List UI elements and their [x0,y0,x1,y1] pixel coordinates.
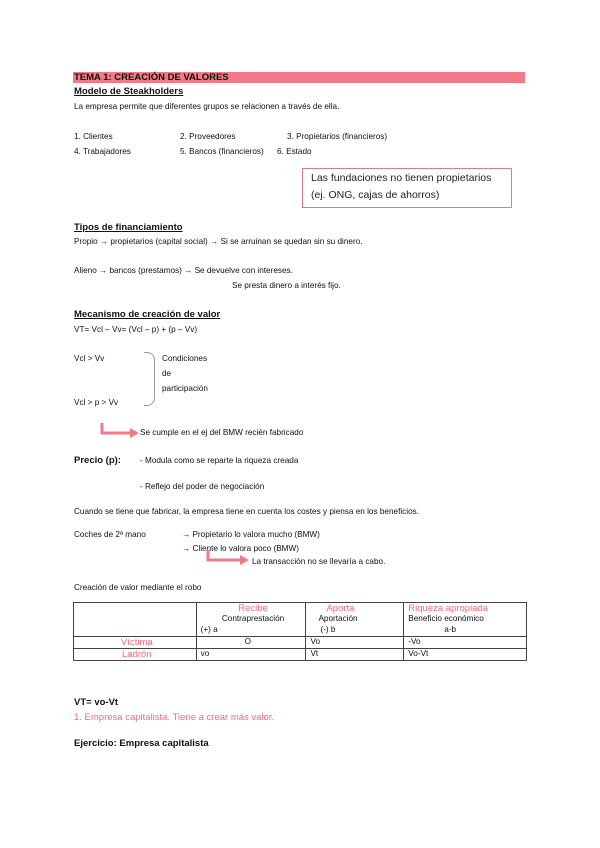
table-header: Recibe [196,603,306,615]
coches-line: → Cliente lo valora poco (BMW) [182,544,299,553]
table-subheader: (-) b [306,625,404,637]
table-cell: Vo [306,637,404,649]
table-row [74,614,527,625]
note-box [302,168,512,208]
note-line: (ej. ONG, cajas de ahorros) [311,189,440,201]
precio-label: Precio (p): [74,455,121,466]
table-row [74,649,527,661]
robo-table [73,602,527,661]
capitalista-point: 1. Empresa capitalista. Tiene a crear más valor. [74,712,275,723]
table-subheader: a-b [404,625,527,637]
list-item: 4. Trabajadores [74,147,131,156]
page-title: TEMA 1: CREACIÓN DE VALORES [74,72,229,83]
table-cell [74,614,197,625]
list-item: 6. Estado [277,147,312,156]
pink-arrow-icon [100,423,142,439]
list-item: 5. Bancos (financieros) [180,147,264,156]
list-item: 2. Proveedores [180,132,236,141]
steakholders-intro: La empresa permite que diferentes grupos se relacionen a través de ella. [74,102,340,111]
financiamiento-heading: Tipos de financiamiento [74,222,183,233]
table-cell: Vt [306,649,404,661]
bmw-note: Se cumple en el ej del BMW recién fabricado [140,428,304,437]
precio-line: - Modula como se reparte la riqueza creada [140,456,299,465]
table-row [74,625,527,637]
coches-line: La transacción no se llevaría a cabo. [252,557,386,566]
ejercicio-heading: Ejercicio: Empresa capitalista [74,738,209,749]
robo-caption: Creación de valor mediante el robo [74,583,202,592]
table-row [74,603,527,615]
coches-label: Coches de 2ª mano [74,530,146,539]
brace-icon [144,352,155,406]
table-row [74,637,527,649]
table-cell: O [196,637,306,649]
financiamiento-ajeno: Alieno → bancos (prestamos) → Se devuelve con intereses. [74,266,293,275]
condition-label: participación [162,384,208,393]
mecanismo-formula: VT= Vcl – Vv= (Vcl – p) + (p – Vv) [74,325,198,334]
condition-1: Vcl > Vv [74,354,105,363]
table-header: Aporta [306,603,404,615]
pink-arrow-icon [206,550,252,566]
table-cell: Vo-Vt [404,649,527,661]
note-line: Las fundaciones no tienen propietarios [311,172,492,184]
table-cell [74,603,197,615]
vt-formula: VT= vo-Vt [74,697,119,708]
coches-line: → Propietario lo valora mucho (BMW) [182,530,320,539]
financiamiento-propio: Propio → propietarios (capital social) → Si se arruinan se quedan sin su dinero. [74,237,363,246]
table-cell: vo [196,649,306,661]
table-row-label: Ladrón [74,649,197,661]
table-header: Riqueza apropiada [404,603,527,615]
precio-line: - Reflejo del poder de negociación [140,482,265,491]
condition-2: Vcl > p > Vv [74,398,119,407]
fabricar-text: Cuando se tiene que fabricar, la empresa tiene en cuenta los costes y piensa en los beneficios. [74,507,419,516]
mecanismo-heading: Mecanismo de creación de valor [74,309,221,320]
table-subheader: Aportación [306,614,404,625]
list-item: 3. Propietarios (financieros) [287,132,388,141]
table-row-label: Víctima [74,637,197,649]
steakholders-heading: Modelo de Steakholders [74,86,184,97]
condition-label: Condiciones [162,354,208,363]
list-item: 1. Clientes [74,132,113,141]
table-cell: -Vo [404,637,527,649]
financiamiento-ajeno-note: Se presta dinero a interés fijo. [232,281,341,290]
condition-label: de [162,369,172,378]
table-subheader: (+) a [196,625,306,637]
table-cell [74,625,197,637]
table-subheader: Beneficio económico [404,614,527,625]
table-subheader: Contraprestación [196,614,306,625]
